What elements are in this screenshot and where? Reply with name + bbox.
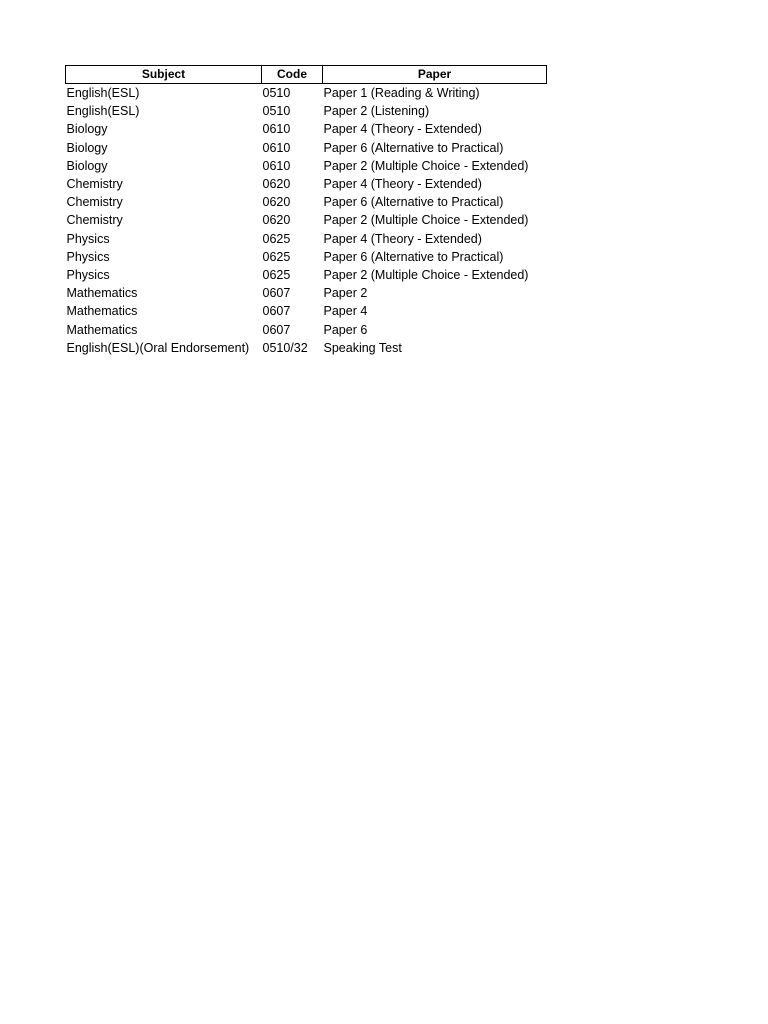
code-cell: 0620 bbox=[262, 213, 291, 228]
paper-cell: Paper 6 (Alternative to Practical) bbox=[323, 195, 504, 210]
paper-cell: Paper 6 (Alternative to Practical) bbox=[323, 140, 504, 155]
table-row bbox=[66, 102, 547, 120]
code-cell: 0625 bbox=[262, 268, 291, 283]
subject-cell: Chemistry bbox=[66, 177, 123, 192]
table-row bbox=[66, 211, 547, 229]
table-row bbox=[66, 248, 547, 266]
spreadsheet-page bbox=[65, 65, 546, 357]
code-cell: 0607 bbox=[262, 304, 291, 319]
subject-cell: English(ESL) bbox=[66, 104, 140, 119]
code-cell: 0607 bbox=[262, 286, 291, 301]
subject-cell: Biology bbox=[66, 140, 108, 155]
column-header-subject: Subject bbox=[66, 66, 262, 84]
table-row bbox=[66, 157, 547, 175]
code-cell: 0620 bbox=[262, 177, 291, 192]
table-row bbox=[66, 339, 547, 357]
subject-cell: Mathematics bbox=[66, 322, 138, 337]
paper-cell: Paper 4 (Theory - Extended) bbox=[323, 177, 482, 192]
paper-cell: Paper 2 (Multiple Choice - Extended) bbox=[323, 268, 529, 283]
paper-cell: Paper 1 (Reading & Writing) bbox=[323, 86, 480, 100]
paper-cell: Paper 4 (Theory - Extended) bbox=[323, 231, 482, 246]
subject-cell: English(ESL)(Oral Endorsement) bbox=[66, 340, 250, 355]
paper-cell: Paper 2 (Multiple Choice - Extended) bbox=[323, 158, 529, 173]
paper-cell: Paper 2 (Multiple Choice - Extended) bbox=[323, 213, 529, 228]
subject-cell: Physics bbox=[66, 268, 110, 283]
subject-cell: Chemistry bbox=[66, 195, 123, 210]
table-row bbox=[66, 321, 547, 339]
code-cell: 0620 bbox=[262, 195, 291, 210]
code-cell: 0625 bbox=[262, 249, 291, 264]
paper-cell: Paper 4 (Theory - Extended) bbox=[323, 122, 482, 137]
code-cell: 0510 bbox=[262, 86, 291, 100]
table-row bbox=[66, 84, 547, 103]
code-cell: 0607 bbox=[262, 322, 291, 337]
paper-cell: Paper 2 (Listening) bbox=[323, 104, 430, 119]
exam-papers-table bbox=[65, 65, 547, 357]
table-row bbox=[66, 302, 547, 320]
subject-cell: Physics bbox=[66, 231, 110, 246]
table-row bbox=[66, 284, 547, 302]
subject-cell: English(ESL) bbox=[66, 86, 140, 100]
paper-cell: Paper 4 bbox=[323, 304, 368, 319]
paper-cell: Speaking Test bbox=[323, 340, 402, 355]
header-row bbox=[66, 66, 547, 84]
table-row bbox=[66, 175, 547, 193]
subject-cell: Physics bbox=[66, 249, 110, 264]
code-cell: 0610 bbox=[262, 122, 291, 137]
column-header-code: Code bbox=[262, 66, 323, 84]
code-cell: 0510 bbox=[262, 104, 291, 119]
subject-cell: Biology bbox=[66, 122, 108, 137]
table-row bbox=[66, 230, 547, 248]
paper-cell: Paper 2 bbox=[323, 286, 368, 301]
code-cell: 0610 bbox=[262, 140, 291, 155]
code-cell: 0510/32 bbox=[262, 340, 308, 355]
paper-cell: Paper 6 (Alternative to Practical) bbox=[323, 249, 504, 264]
paper-cell: Paper 6 bbox=[323, 322, 368, 337]
table-row bbox=[66, 193, 547, 211]
subject-cell: Chemistry bbox=[66, 213, 123, 228]
column-header-paper: Paper bbox=[323, 66, 547, 84]
table-row bbox=[66, 139, 547, 157]
code-cell: 0625 bbox=[262, 231, 291, 246]
code-cell: 0610 bbox=[262, 158, 291, 173]
table-row bbox=[66, 120, 547, 138]
subject-cell: Mathematics bbox=[66, 304, 138, 319]
subject-cell: Mathematics bbox=[66, 286, 138, 301]
subject-cell: Biology bbox=[66, 158, 108, 173]
table-row bbox=[66, 266, 547, 284]
